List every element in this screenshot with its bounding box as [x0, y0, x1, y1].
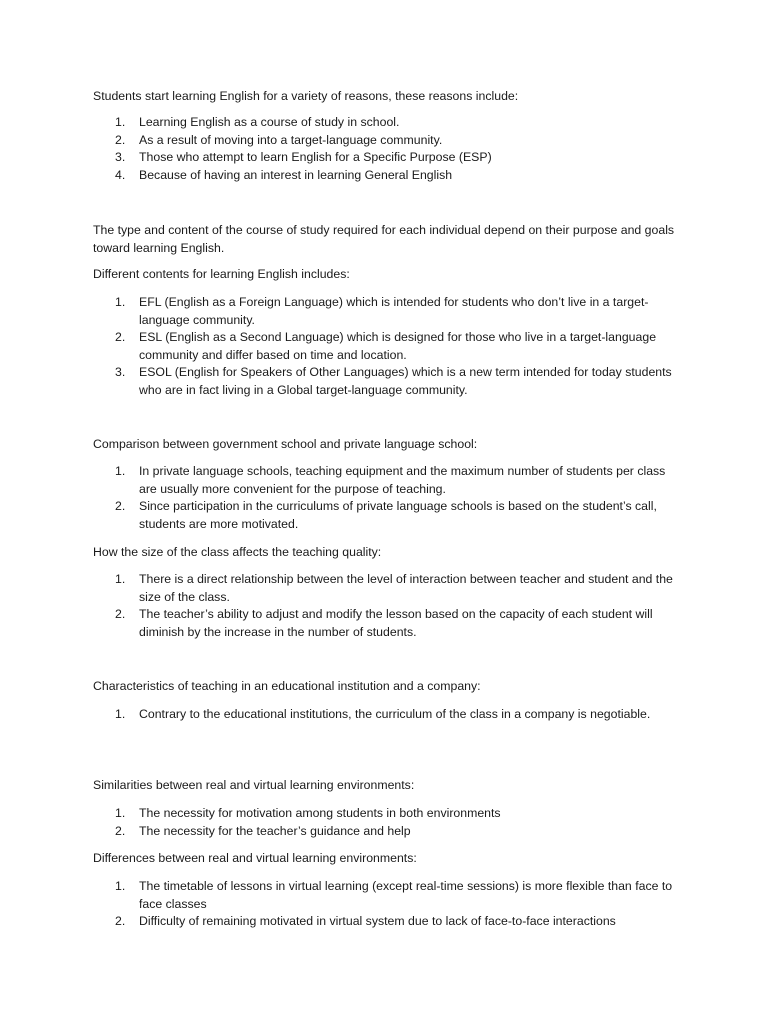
list-item [93, 878, 678, 913]
list-item [93, 167, 678, 185]
list-item-text: As a result of moving into a target-language community. [139, 132, 443, 147]
list-number: 1. [115, 879, 126, 893]
list-item-text: Because of having an interest in learning General English [139, 167, 453, 182]
list-number: 1. [115, 572, 126, 586]
list-number: 2. [115, 607, 126, 621]
list-number: 2. [115, 823, 126, 838]
list-number: 3. [115, 365, 126, 379]
paragraph-contents-intro: Different contents for learning English includes: [93, 267, 350, 281]
list-item-text: Learning English as a course of study in school. [139, 115, 400, 129]
list-item-text: Difficulty of remaining motivated in virtual system due to lack of face-to-face interactions [139, 914, 616, 928]
list-number: 2. [115, 499, 126, 513]
list-item [93, 823, 678, 841]
list-item [93, 149, 678, 167]
list-item-text: EFL (English as a Foreign Language) which is intended for students who don’t live in a target-language community. [139, 295, 649, 327]
list-contents [93, 294, 678, 399]
list-number: 1. [115, 464, 126, 478]
list-item-text: ESOL (English for Speakers of Other Languages) which is a new term intended for today students who are in fact living in a Global target-language community. [139, 365, 672, 397]
list-number: 1. [115, 707, 126, 721]
list-differences [93, 878, 678, 931]
paragraph-comparison-intro: Comparison between government school and private language school: [93, 437, 478, 451]
list-comparison [93, 463, 678, 533]
paragraph-similarities-intro: Similarities between real and virtual learning environments: [93, 778, 415, 792]
list-item-text: The timetable of lessons in virtual learning (except real-time sessions) is more flexible than face to face classes [139, 879, 673, 911]
list-item [93, 805, 678, 823]
list-number: 2. [115, 330, 126, 344]
list-item-text: In private language schools, teaching equipment and the maximum number of students per class are usually more convenient for the purpose of teaching. [139, 464, 666, 496]
list-item [93, 329, 678, 364]
list-number: 2. [115, 132, 126, 147]
list-item-text: The teacher’s ability to adjust and modify the lesson based on the capacity of each student will diminish by the increase in the number of students. [139, 607, 653, 639]
list-number: 4. [115, 167, 126, 182]
list-number: 1. [115, 806, 126, 820]
list-item [93, 706, 678, 724]
list-item-text: Those who attempt to learn English for a Specific Purpose (ESP) [139, 150, 492, 164]
list-item [93, 294, 678, 329]
list-number: 1. [115, 295, 126, 309]
paragraph-class-size-intro: How the size of the class affects the teaching quality: [93, 545, 382, 559]
list-item [93, 913, 678, 931]
list-similarities [93, 805, 678, 840]
list-reasons [93, 114, 678, 184]
paragraph-course-content: The type and content of the course of study required for each individual depend on their purpose and goals toward learning English. [93, 223, 675, 255]
list-number: 1. [115, 115, 126, 129]
list-item [93, 132, 678, 150]
list-item-text: ESL (English as a Second Language) which is designed for those who live in a target-language community and differ based on time and location. [139, 330, 657, 362]
list-item [93, 498, 678, 533]
list-class-size [93, 571, 678, 641]
list-number: 2. [115, 914, 126, 928]
list-item [93, 463, 678, 498]
list-characteristics [93, 706, 678, 724]
paragraph-differences-intro: Differences between real and virtual learning environments: [93, 851, 417, 865]
paragraph-reasons-intro: Students start learning English for a variety of reasons, these reasons include: [93, 89, 519, 103]
list-item [93, 364, 678, 399]
paragraph-characteristics-intro: Characteristics of teaching in an educational institution and a company: [93, 679, 481, 693]
list-item [93, 571, 678, 606]
list-item-text: Contrary to the educational institutions, the curriculum of the class in a company is negotiable. [139, 707, 651, 721]
list-number: 3. [115, 150, 126, 164]
list-item-text: There is a direct relationship between the level of interaction between teacher and student and the size of the class. [139, 572, 673, 604]
list-item-text: Since participation in the curriculums of private language schools is based on the student’s call, students are more motivated. [139, 499, 657, 531]
list-item [93, 114, 678, 132]
list-item [93, 606, 678, 641]
list-item-text: The necessity for motivation among students in both environments [139, 806, 501, 820]
list-item-text: The necessity for the teacher’s guidance and help [139, 823, 411, 838]
